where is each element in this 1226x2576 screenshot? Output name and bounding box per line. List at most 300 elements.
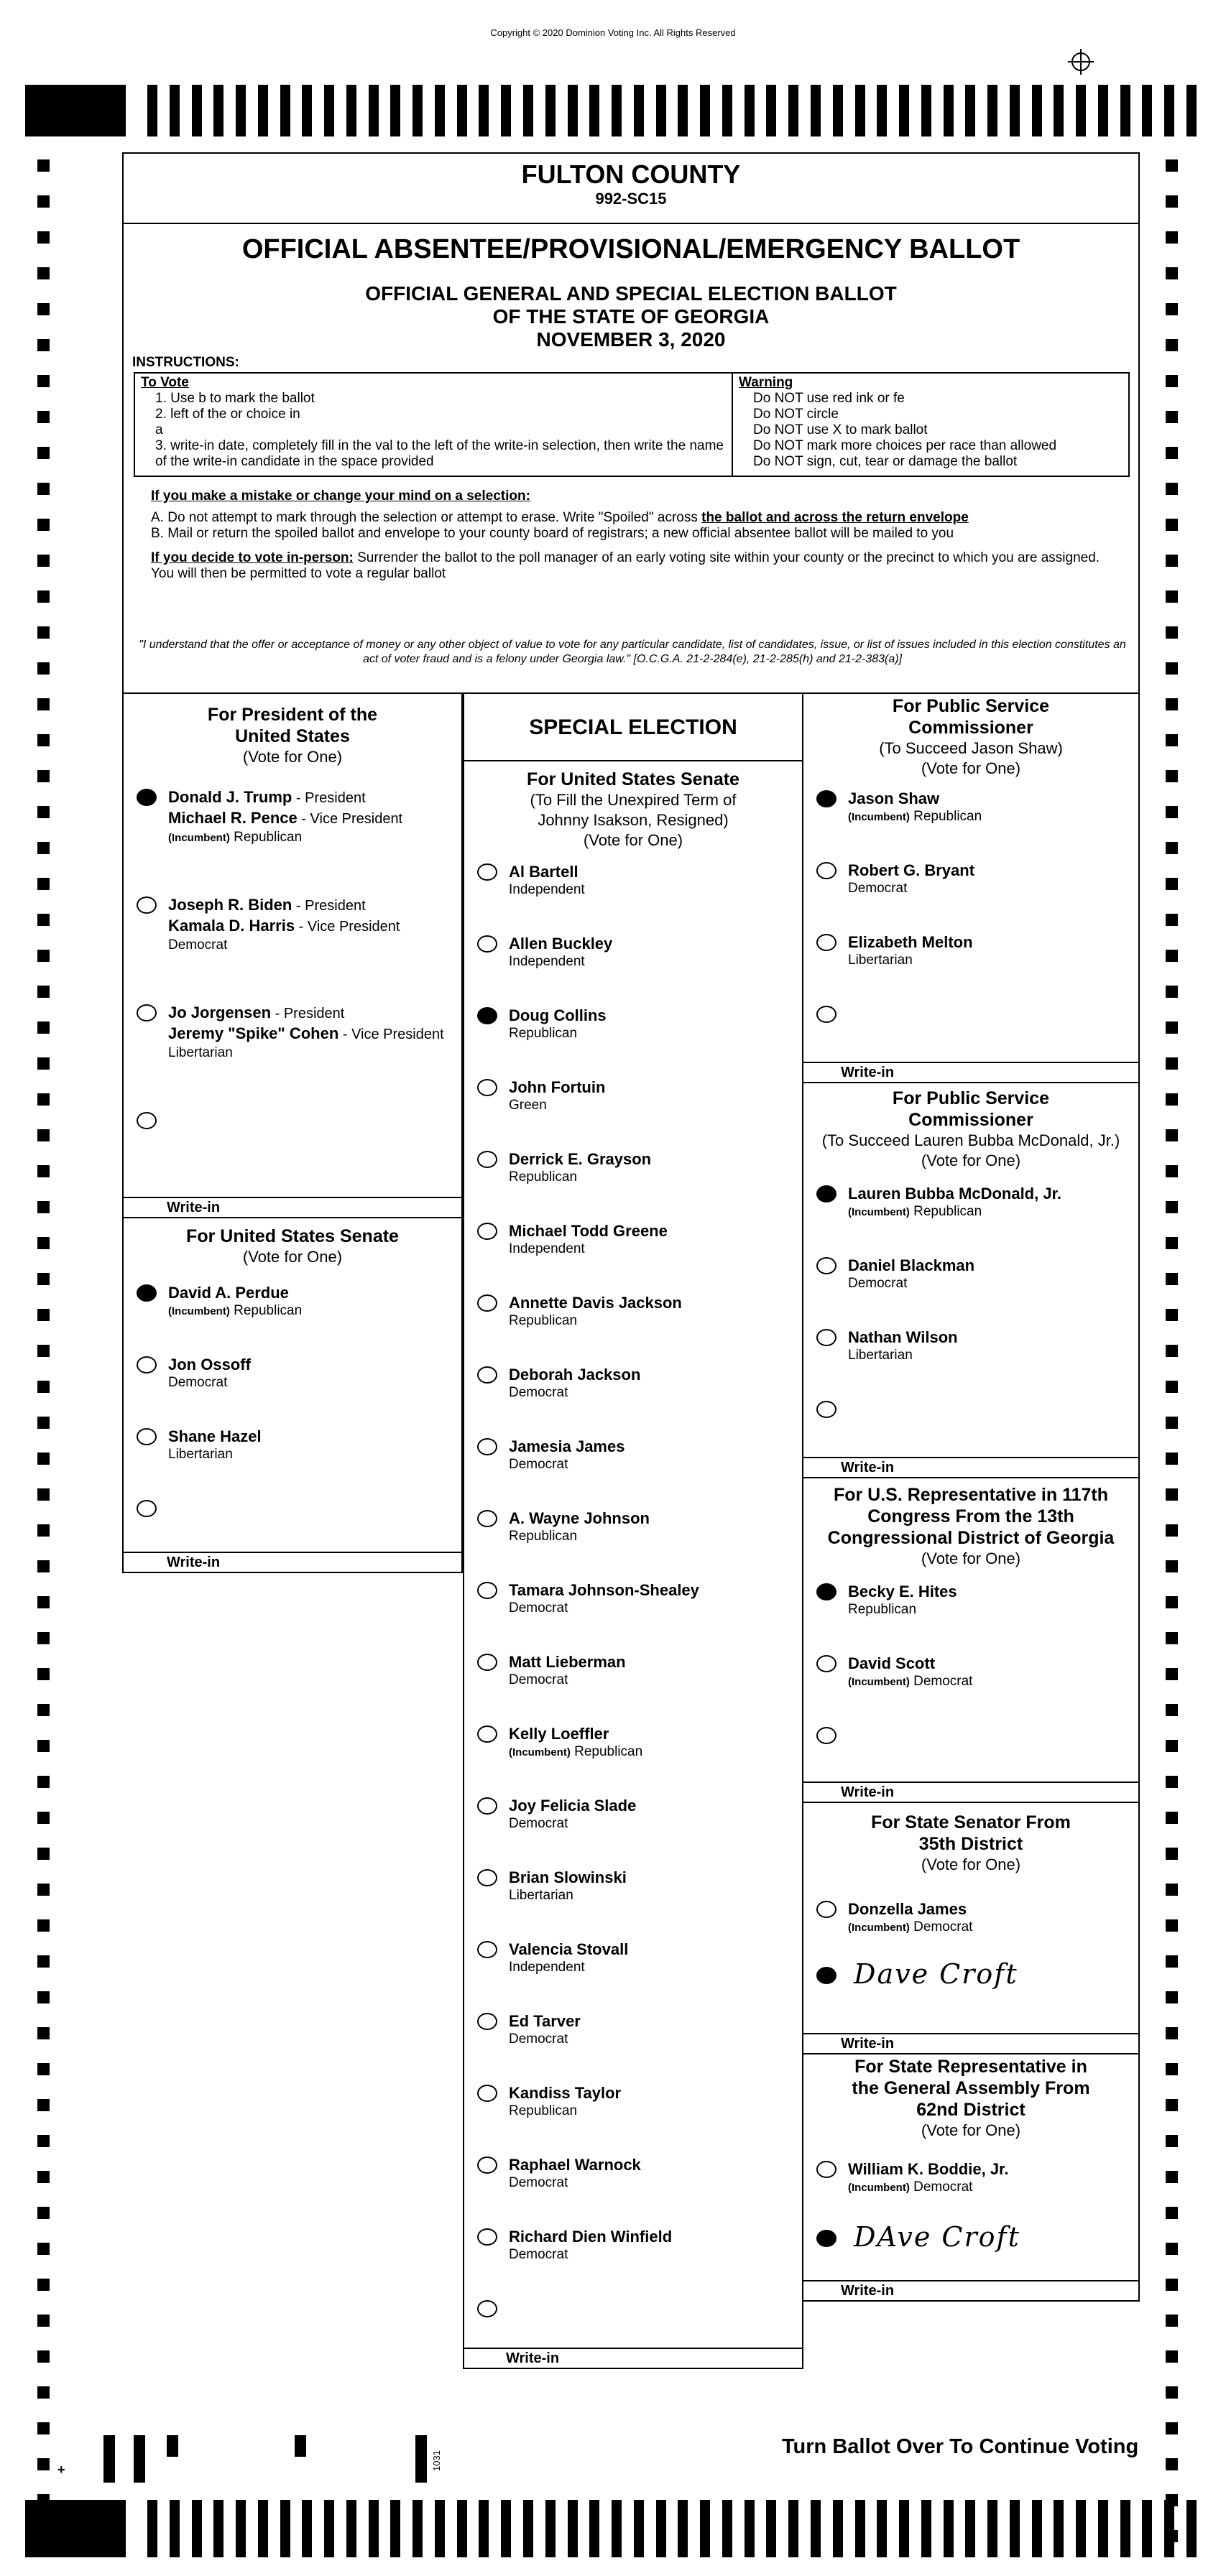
write-in-oval[interactable] [816,1401,836,1418]
party-name: Republican [913,809,982,824]
party-name: Democrat [848,1276,908,1291]
candidate-option[interactable] [803,932,1138,1004]
selection-oval[interactable] [477,1223,497,1240]
candidate-party [509,1384,802,1401]
race-subtitle: (To Succeed Jason Shaw) [879,739,1063,757]
selection-oval[interactable] [477,1797,497,1815]
inperson-body: Surrender the ballot to the poll manager of an early voting site within your county or the precinct to which you are assigned. You will then be permitted to vote a regular ballot [151,550,1100,581]
candidate-party [848,1275,1138,1292]
timing-tick [213,2500,223,2557]
candidate-name [509,1868,802,1887]
side-timing-tick [1166,590,1178,603]
candidate-role: - President [271,1006,345,1021]
timing-tick [1076,2500,1086,2557]
party-name: Republican [848,1602,917,1617]
timing-tick [944,2500,954,2557]
selection-oval[interactable] [477,1366,497,1384]
candidate-option[interactable] [124,1427,461,1498]
candidate-party [509,1169,802,1186]
party-name: Libertarian [848,953,913,968]
candidate-option[interactable] [464,2011,802,2083]
timing-tick [921,85,931,136]
write-in-oval-filled[interactable] [816,1967,836,1984]
candidate-option[interactable] [464,2155,802,2227]
side-timing-tick [37,2171,50,2183]
selection-oval[interactable] [137,1428,157,1445]
to-vote-panel [135,374,733,476]
candidate-name [509,1221,802,1241]
candidate-party [168,1044,461,1062]
candidate-option[interactable] [464,1221,802,1293]
timing-tick [435,85,445,136]
selection-oval[interactable] [137,1004,157,1021]
party-name: Independent [509,1960,585,1975]
selection-oval[interactable] [816,1329,836,1346]
write-in-oval[interactable] [477,2300,497,2317]
side-timing-tick [1166,2243,1178,2255]
race-psc-mcdonald [803,1083,1138,1478]
side-timing-tick [1166,842,1178,854]
candidate-name [509,2011,802,2031]
candidate-name-text: Richard Dien Winfield [509,2228,673,2246]
party-name: Democrat [509,2247,568,2262]
candidate-option[interactable] [803,1328,1138,1399]
candidate-option[interactable] [803,1582,1138,1654]
selection-oval[interactable] [477,1151,497,1168]
timing-tick [1120,85,1130,136]
timing-tick [700,2500,710,2557]
party-name: Democrat [168,937,228,953]
write-in-oval[interactable] [816,1727,836,1744]
timing-tick [1098,2500,1108,2557]
side-timing-tick [37,231,50,244]
party-name: Libertarian [168,1447,233,1462]
party-name: Democrat [509,1672,568,1687]
selection-oval[interactable] [477,2156,497,2174]
mistake-b: B. Mail or return the spoiled ballot and envelope to your county board of registrars; a new official absentee ballot will be mailed to you [151,526,954,541]
side-timing-tick [37,2135,50,2147]
candidate-name [848,1899,1138,1919]
side-timing-tick [37,1488,50,1501]
timing-tick [412,2500,423,2557]
side-timing-tick [1166,2171,1178,2183]
timing-tick [788,85,798,136]
party-name: Democrat [913,1674,973,1689]
selection-oval[interactable] [816,1901,836,1918]
side-timing-tick [1166,1704,1178,1716]
side-timing-tick [1166,411,1178,423]
selection-oval[interactable] [477,935,497,953]
candidate-name [168,895,461,916]
candidate-option[interactable] [464,862,802,934]
candidate-party [509,1241,802,1258]
race-state-senate [803,1803,1138,2054]
candidate-name [509,1509,802,1528]
candidate-option[interactable] [124,1283,461,1355]
bottom-mark [167,2435,178,2457]
selection-oval[interactable] [477,1294,497,1312]
mistake-a [151,510,1114,526]
candidate-party [848,1673,1138,1691]
timing-tick [1186,2500,1197,2557]
candidate-option[interactable] [803,1256,1138,1328]
side-timing-tick [1166,662,1178,675]
candidate-name [509,934,802,953]
side-timing-tick [1166,806,1178,818]
side-timing-tick [1166,2279,1178,2291]
candidate-party [509,1887,802,1904]
timing-tick [1054,2500,1064,2557]
side-timing-tick [37,2207,50,2219]
write-in-option[interactable] [803,1725,1138,1769]
write-in-option[interactable] [803,1399,1138,1442]
side-timing-tick [1166,2135,1178,2147]
party-name: Independent [509,954,585,969]
candidate-name-text: David A. Perdue [168,1284,289,1302]
side-timing-tick [1166,1955,1178,1968]
candidate-option[interactable] [803,1184,1138,1256]
timing-tick [1186,85,1197,136]
write-in-label: Write-in [124,1197,461,1217]
county-header [122,152,1140,224]
write-in-label: Write-in [124,1552,461,1572]
side-timing-tick [1166,303,1178,315]
candidate-option[interactable] [464,1293,802,1365]
timing-tick [258,85,268,136]
candidate-option[interactable] [464,1652,802,1724]
bottom-mark [295,2435,306,2457]
timing-tick [1032,85,1042,136]
write-in-oval[interactable] [137,1112,157,1129]
warning-2: Do NOT circle [753,407,839,422]
selection-oval[interactable] [137,896,157,914]
timing-tick [170,85,180,136]
to-vote-heading: To Vote [141,375,189,390]
selection-oval[interactable] [477,1510,497,1527]
side-timing-tick [1166,339,1178,351]
race-subtitle: (To Succeed Lauren Bubba McDonald, Jr.) [821,1131,1120,1149]
side-timing-tick [1166,878,1178,890]
candidate-name [848,1654,1138,1673]
timing-tick [192,85,202,136]
candidate-option[interactable] [464,1437,802,1509]
timing-tick [612,2500,622,2557]
selection-oval[interactable] [477,1438,497,1455]
selection-oval[interactable] [477,2013,497,2030]
candidate-option[interactable] [803,789,1138,861]
selection-oval[interactable] [137,1356,157,1373]
instruction-2b: a [155,422,163,437]
bottom-timing-marks [25,2500,1197,2557]
timing-tick [678,2500,688,2557]
candidate-name [848,2159,1138,2179]
party-name: Republican [509,1529,578,1544]
side-timing-tick [1166,1417,1178,1429]
party-name: Democrat [509,1816,568,1831]
race-title: For Public Service Commissioner [892,1088,1050,1130]
candidate-option[interactable] [124,1355,461,1427]
side-timing-tick [37,2099,50,2111]
selection-oval[interactable] [816,934,836,951]
candidate-name [848,1256,1138,1275]
candidate-name-text: William K. Boddie, Jr. [848,2160,1009,2178]
candidate-option[interactable] [464,1365,802,1437]
running-mate-role: - Vice President [295,919,400,935]
timing-tick [390,2500,400,2557]
side-timing-tick [37,1632,50,1644]
candidate-option[interactable] [464,1078,802,1149]
selection-oval[interactable] [816,862,836,879]
candidate-name [509,2155,802,2174]
candidate-party [168,1302,461,1320]
affidavit-text: "I understand that the offer or acceptance of money or any other object of value to vote for any particular candidate, list of candidates, issue, or list of issues included in this election constitutes an act of voter fraud and is a felony under Georgia law." [O.C.G.A. 21-2-284(e), 21-2-285(h) and 21-2-383(a)] [139,639,1126,665]
side-timing-tick [1166,375,1178,387]
candidate-option[interactable] [124,895,461,1003]
candidate-name [509,1796,802,1815]
side-timing-tick [1166,195,1178,208]
timing-tick [346,85,356,136]
candidate-option[interactable] [464,2083,802,2155]
side-timing-tick [1166,1453,1178,1465]
selection-oval[interactable] [477,1725,497,1743]
race-special-senate [464,761,802,2369]
timing-tick [479,85,489,136]
side-timing-tick [37,1129,50,1141]
party-name: Democrat [848,881,908,896]
side-timing-tick [37,519,50,531]
timing-tick [745,2500,755,2557]
candidate-option[interactable] [803,1899,1138,1965]
side-timing-tick [37,2422,50,2434]
timing-tick [811,2500,821,2557]
candidate-option[interactable] [124,1003,461,1111]
side-timing-tick [1166,1273,1178,1285]
timing-tick [833,85,843,136]
write-in-oval[interactable] [816,1006,836,1023]
party-name: Independent [509,1241,585,1256]
race-title: For State Representative in the General Assembly From 62nd District [852,2057,1090,2120]
party-name: Independent [509,882,585,897]
timing-tick [1010,85,1020,136]
selection-oval-filled[interactable] [137,1284,157,1302]
incumbent-tag: (Incumbent) [848,2182,910,2194]
timing-tick [987,85,997,136]
selection-oval-filled[interactable] [137,789,157,806]
side-timing-tick [37,1955,50,1968]
selection-oval-filled[interactable] [816,1185,836,1203]
candidate-name-text: A. Wayne Johnson [509,1509,650,1527]
write-in-option[interactable] [803,1004,1138,1047]
timing-tick [877,85,887,136]
timing-tick [944,85,954,136]
timing-tick [1010,2500,1020,2557]
timing-tick [1164,2500,1174,2557]
candidate-option[interactable] [464,1796,802,1868]
candidate-party [848,880,1138,897]
candidate-option[interactable] [803,2159,1138,2228]
write-in-option[interactable] [464,2299,802,2342]
write-in-option[interactable] [124,1498,461,1542]
side-timing-tick [1166,1309,1178,1321]
race-title: For U.S. Representative in 117th Congress From the 13th Congressional District of Georgia [827,1485,1115,1548]
candidate-name-text: Kelly Loeffler [509,1725,609,1743]
turn-over-notice: Turn Ballot Over To Continue Voting [782,2435,1139,2458]
side-timing-tick [1166,1848,1178,1860]
candidate-name [848,932,1138,952]
timing-tick [369,2500,379,2557]
plus-mark: + [57,2463,65,2477]
timing-tick [1098,85,1108,136]
candidate-option[interactable] [464,1724,802,1796]
vote-for: (Vote for One) [921,2121,1021,2139]
timing-tick [612,85,622,136]
candidate-option[interactable] [803,861,1138,932]
side-timing-tick [37,2386,50,2399]
selection-oval[interactable] [816,1655,836,1672]
side-timing-tick [37,1776,50,1788]
timing-tick [545,2500,556,2557]
candidate-name-text: David Scott [848,1654,936,1672]
party-name: Green [509,1098,547,1113]
candidate-name-text: Brian Slowinski [509,1868,627,1886]
candidate-party [509,1600,802,1617]
timing-tick [766,85,776,136]
candidate-option[interactable] [464,1940,802,2011]
selection-oval[interactable] [477,863,497,881]
candidate-party [848,1203,1138,1221]
timing-tick [589,2500,599,2557]
candidate-option[interactable] [124,787,461,895]
candidate-name-text: Deborah Jackson [509,1366,641,1384]
candidate-option[interactable] [803,1654,1138,1725]
candidate-name-text: Jo Jorgensen [168,1004,272,1021]
party-name: Democrat [913,1919,973,1935]
side-timing-tick [37,2243,50,2255]
instructions-table [134,372,1130,477]
timing-tick [766,2500,776,2557]
side-timing-tick [1166,483,1178,495]
candidate-name-text: Ed Tarver [509,2012,581,2030]
selection-oval[interactable] [477,1079,497,1096]
candidate-party [848,1919,1138,1937]
vote-for: (Vote for One) [583,831,683,849]
timing-tick [479,2500,489,2557]
side-timing-tick [1166,986,1178,998]
candidate-option[interactable] [464,1509,802,1580]
candidate-option[interactable] [464,1149,802,1221]
candidate-name-text: Nathan Wilson [848,1328,958,1346]
timing-tick [965,2500,975,2557]
side-timing-tick [37,1345,50,1357]
selection-oval-filled[interactable] [816,790,836,807]
selection-oval[interactable] [816,2161,836,2178]
selection-oval-filled[interactable] [816,1583,836,1600]
warning-5: Do NOT sign, cut, tear or damage the ballot [753,454,1018,469]
write-in-oval[interactable] [137,1500,157,1517]
candidate-name-text: Al Bartell [509,863,579,881]
inperson-heading: If you decide to vote in-person: [151,550,354,565]
timing-tick [634,2500,644,2557]
side-timing-tick [37,1165,50,1177]
timing-tick [1054,85,1064,136]
party-name: Republican [574,1744,643,1759]
selection-oval[interactable] [477,1941,497,1958]
incumbent-tag: (Incumbent) [509,1746,571,1759]
selection-oval[interactable] [477,2085,497,2102]
warning-1: Do NOT use red ink or fe [753,391,905,406]
party-name: Libertarian [848,1348,913,1363]
candidate-option[interactable] [464,2227,802,2299]
selection-oval[interactable] [477,1654,497,1671]
write-in-option[interactable] [803,1958,1138,2009]
party-name: Democrat [509,1457,568,1472]
candidate-name-text: Annette Davis Jackson [509,1294,682,1312]
candidate-option[interactable] [464,934,802,1006]
warning-4: Do NOT mark more choices per race than allowed [753,438,1057,453]
candidate-name [848,1184,1138,1203]
timing-tick [899,2500,909,2557]
side-timing-tick [1166,2315,1178,2327]
selection-oval[interactable] [477,1582,497,1599]
selection-oval[interactable] [477,1869,497,1886]
right-timing-marks [1166,159,1178,2566]
candidate-name-text: Donald J. Trump [168,788,292,806]
candidate-name-text: Tamara Johnson-Shealey [509,1581,699,1599]
party-name: Republican [234,1303,303,1318]
write-in-option[interactable] [124,1111,461,1182]
selection-oval-filled[interactable] [477,1007,497,1024]
side-timing-tick [37,2279,50,2291]
candidate-option[interactable] [464,1580,802,1652]
mistake-a-text: A. Do not attempt to mark through the selection or attempt to erase. Write "Spoiled" across [151,510,702,525]
write-in-oval-filled[interactable] [816,2230,836,2247]
side-timing-tick [1166,1596,1178,1608]
candidate-party [509,1312,802,1330]
warning-heading: Warning [739,375,793,390]
candidate-name-text: Michael Todd Greene [509,1222,668,1240]
incumbent-tag: (Incumbent) [848,1676,910,1688]
vote-for: (Vote for One) [921,1152,1021,1169]
side-timing-tick [37,1381,50,1393]
candidate-name [848,789,1138,808]
candidate-option[interactable] [464,1868,802,1940]
side-timing-tick [37,590,50,603]
candidate-party [168,829,461,847]
instruction-1: 1. Use b to mark the ballot [155,391,315,406]
side-timing-tick [37,159,50,172]
timing-tick [656,85,666,136]
race-subtitle: (To Fill the Unexpired Term of Johnny Isakson, Resigned) [530,791,737,829]
candidate-name [168,1283,461,1302]
mistake-section [151,488,1114,582]
candidate-party [509,1959,802,1976]
candidate-name-text: Jon Ossoff [168,1356,251,1373]
candidate-party [509,1672,802,1689]
party-name: Republican [509,1026,578,1041]
candidate-party [848,808,1138,826]
timing-tick [523,2500,533,2557]
selection-oval[interactable] [816,1257,836,1274]
side-timing-tick [1166,2063,1178,2075]
side-timing-tick [37,375,50,387]
candidate-option[interactable] [464,1006,802,1078]
selection-oval[interactable] [477,2228,497,2246]
timing-tick [280,2500,290,2557]
write-in-option[interactable] [803,2221,1138,2271]
ballot-type: OFFICIAL ABSENTEE/PROVISIONAL/EMERGENCY BALLOT [241,234,1020,264]
vote-for: (Vote for One) [921,1549,1021,1567]
timing-tick [678,85,688,136]
